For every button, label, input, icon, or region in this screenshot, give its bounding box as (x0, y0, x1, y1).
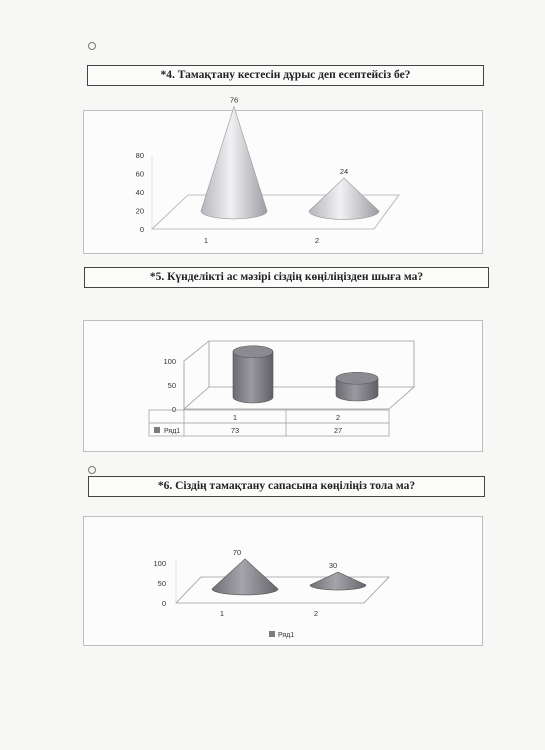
x-tick-label: 2 (335, 413, 341, 422)
data-table-cell: 27 (333, 426, 343, 435)
question-4-title: *4. Тамақтану кестесін дұрыс деп есептейсіз бе? (87, 65, 484, 86)
data-marks (212, 548, 366, 595)
data-label: 76 (229, 95, 239, 105)
data-marks (233, 346, 378, 403)
y-tick-labels (163, 357, 176, 414)
y-tick-label: 0 (171, 405, 176, 414)
punch-hole-mark (88, 42, 96, 50)
cylinder-top (336, 372, 378, 384)
data-marks (201, 96, 379, 220)
x-tick-label: 2 (314, 236, 320, 245)
cone-bar-2 (310, 572, 366, 590)
x-tick-label: 2 (313, 609, 319, 618)
cone-bar-2 (309, 178, 379, 219)
y-tick-label: 50 (157, 579, 166, 588)
data-label: 24 (339, 167, 349, 176)
data-table-values (231, 426, 342, 435)
chart-q5 (84, 321, 482, 451)
x-tick-label: 1 (203, 236, 209, 245)
y-tick-label: 40 (135, 188, 144, 197)
data-label: 30 (328, 561, 338, 571)
y-tick-label: 100 (153, 559, 166, 568)
chart-q4 (84, 95, 482, 253)
x-tick-labels (204, 236, 319, 245)
back-wall (184, 341, 414, 409)
y-tick-labels (153, 559, 166, 608)
y-tick-label: 50 (167, 381, 176, 390)
y-tick-label: 0 (161, 599, 166, 608)
data-label: 70 (232, 547, 242, 557)
chart-frame-q5 (83, 320, 483, 452)
x-tick-label: 1 (219, 609, 225, 618)
legend-swatch (269, 631, 275, 637)
floor-plane (184, 387, 414, 409)
y-tick-label: 80 (135, 151, 144, 160)
y-tick-labels (136, 151, 144, 234)
chart-q6 (84, 517, 482, 645)
question-6-title: *6. Сіздің тамақтану сапасына көңіліңіз тола ма? (88, 476, 485, 497)
cone-bar-1 (201, 107, 267, 219)
legend-swatch (154, 427, 160, 433)
data-table-cell: 73 (230, 426, 240, 435)
legend-label: Ряд1 (278, 632, 295, 639)
y-tick-label: 0 (139, 225, 144, 234)
x-tick-label: 1 (232, 413, 238, 422)
y-tick-label: 20 (135, 206, 144, 216)
chart-frame-q4 (83, 95, 483, 254)
cylinder-bar-1 (233, 352, 273, 403)
x-tick-labels (220, 609, 318, 618)
y-tick-label: 60 (135, 169, 144, 179)
cylinder-top (233, 346, 273, 358)
chart-frame-q6 (83, 516, 483, 646)
table-row-label: Ряд1 (164, 428, 181, 435)
question-5-title: *5. Күнделікті ас мәзірі сіздің көңіліңізден шыға ма? (84, 267, 489, 288)
x-tick-labels (233, 413, 340, 422)
punch-hole-mark (88, 466, 96, 474)
y-tick-label: 100 (163, 357, 176, 366)
